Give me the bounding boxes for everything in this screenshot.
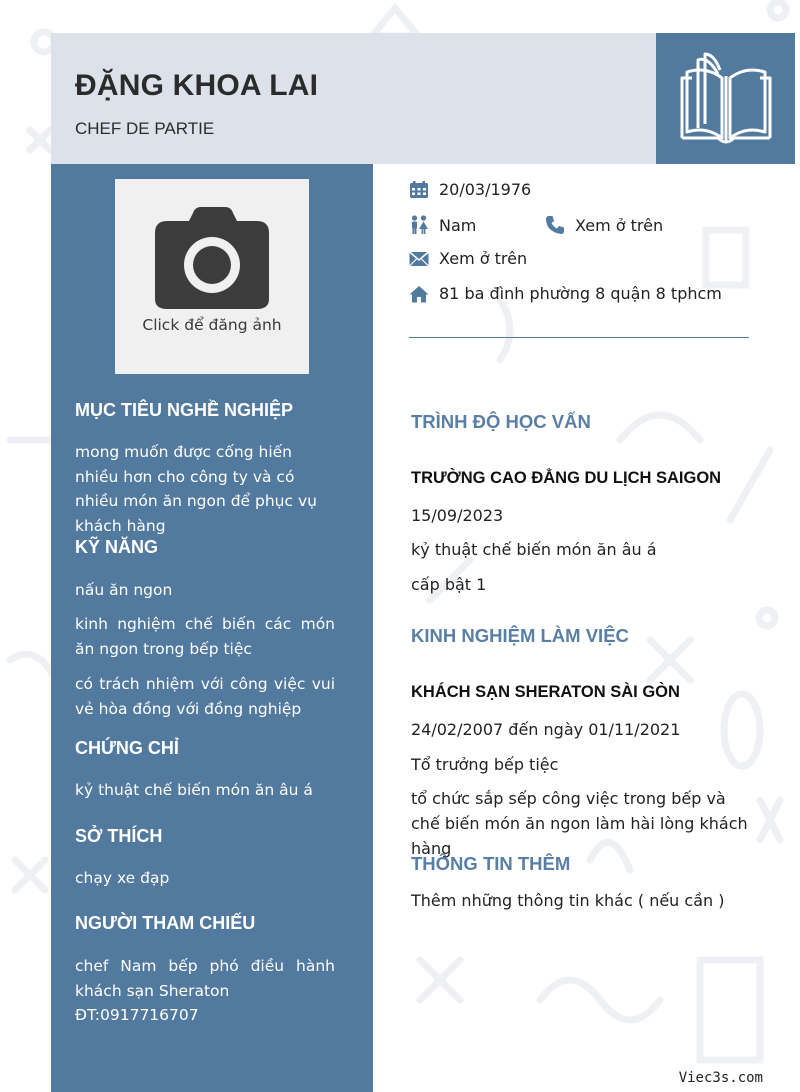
education-grade: cấp bật 1 [411,575,487,594]
divider [409,337,749,338]
experience-company: KHÁCH SẠN SHERATON SÀI GÒN [411,683,680,701]
header [51,33,656,164]
photo-upload[interactable] [115,179,309,374]
skill-item: có trách nhiệm với công việc vui vẻ hòa đồng với đồng nghiệp [75,675,335,718]
calendar-icon [409,181,429,199]
gender-row [409,215,476,235]
references-section [75,913,335,934]
additional-heading: THÔNG TIN THÊM [411,853,571,874]
address-row [409,284,722,303]
hobbies-section [75,826,335,847]
sidebar [51,164,373,1092]
phone-row [545,215,663,235]
education-major: kỷ thuật chế biến món ăn âu á [411,540,657,559]
camera-icon [153,207,271,311]
education-school: TRƯỜNG CAO ĐẲNG DU LỊCH SAIGON [411,469,722,487]
skill-item: kinh nghiệm chế biến các món ăn ngon trong bếp tiệc [75,615,335,658]
skill-item: nấu ăn ngon [75,581,173,599]
dob-value: 20/03/1976 [439,180,532,199]
job-title: CHEF DE PARTIE [75,119,215,138]
certificates-heading: CHỨNG CHỈ [75,738,179,758]
envelope-icon [409,251,429,267]
skills-section [75,537,335,558]
photo-caption: Click để đăng ảnh [142,316,282,334]
objective-text: mong muốn được cống hiến nhiều hơn cho công ty và có nhiều món ăn ngon để phục vụ khách hàng [75,443,317,535]
additional-text: Thêm những thông tin khác ( nếu cần ) [411,891,725,910]
references-heading: NGƯỜI THAM CHIẾU [75,913,256,933]
phone-value: Xem ở trên [575,215,664,235]
watermark: Viec3s.com [678,1070,763,1086]
home-icon [409,285,429,303]
references-phone: ĐT:0917716707 [75,1006,199,1024]
email-value: Xem ở trên [439,249,528,268]
open-book-icon [678,52,774,144]
phone-icon [545,215,565,235]
education-date: 15/09/2023 [411,506,504,525]
hobbies-text: chạy xe đạp [75,869,170,887]
education-heading: TRÌNH ĐỘ HỌC VẤN [411,411,591,432]
skills-heading: KỸ NĂNG [75,537,159,557]
experience-heading: KINH NGHIỆM LÀM VIỆC [411,625,629,646]
hobbies-heading: SỞ THÍCH [75,826,163,846]
certificates-text: kỷ thuật chế biến món ăn âu á [75,781,313,799]
full-name: ĐẶNG KHOA LAI [75,69,319,102]
logo-box [656,33,795,164]
references-text: chef Nam bếp phó điều hành khách sạn Sheraton [75,957,335,1000]
email-row [409,249,527,268]
address-value: 81 ba đình phường 8 quận 8 tphcm [439,284,722,303]
experience-description: tổ chức sắp sếp công việc trong bếp và chế biến món ăn ngon làm hài lòng khách hàng [411,789,748,858]
dob-row [409,180,531,199]
gender-value: Nam [439,215,477,235]
objective-section [75,400,335,421]
experience-position: Tổ trưởng bếp tiệc [411,755,559,774]
gender-icon [409,215,429,235]
objective-heading: MỤC TIÊU NGHỀ NGHIỆP [75,400,294,420]
certificates-section [75,738,335,759]
experience-period: 24/02/2007 đến ngày 01/11/2021 [411,720,681,739]
